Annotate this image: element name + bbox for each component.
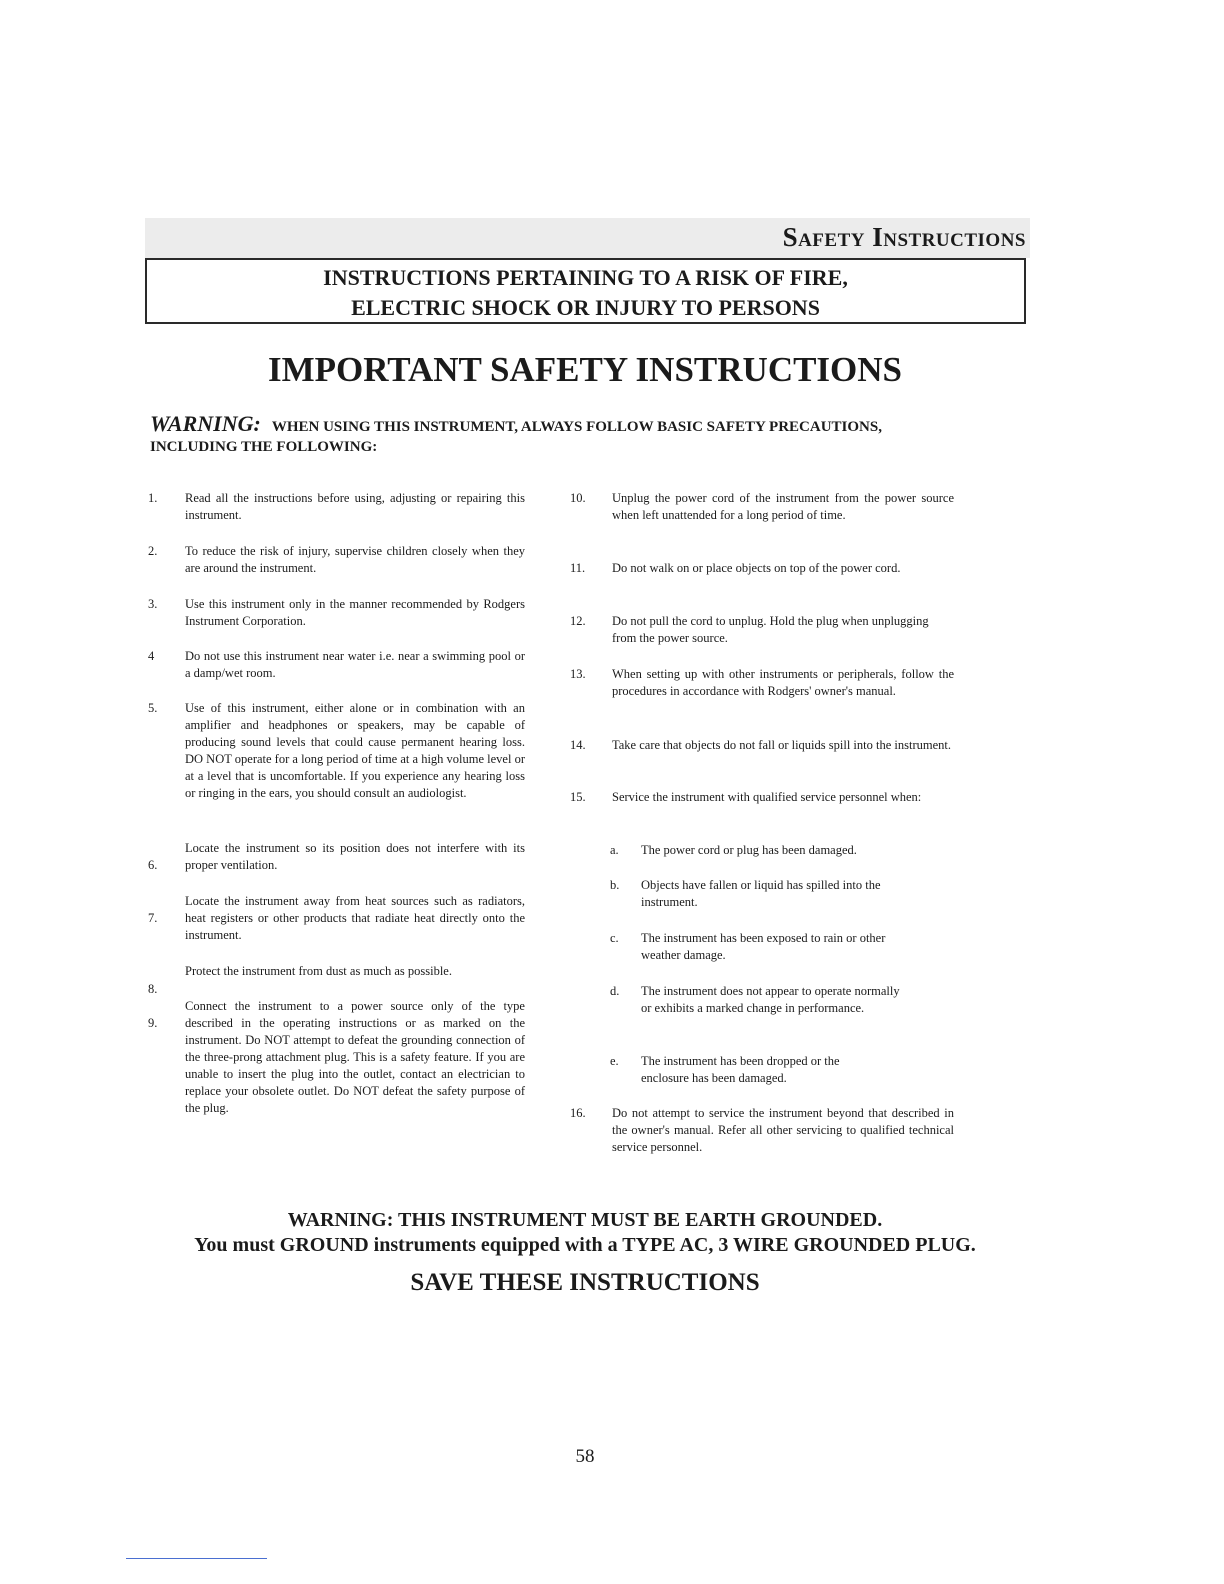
item-text: Locate the instrument away from heat sources such as radiators, heat registers or other products that radiate heat directly onto the instrument. [185,894,525,942]
item-number: 7. [148,911,158,925]
sub-item-letter: d. [610,984,620,998]
sub-item-text: The instrument has been exposed to rain or other weather damage. [641,931,886,962]
item-text: Connect the instrument to a power source only of the type described in the operating instructions or as marked on the instrument. Do NOT attempt to defeat the grounding connection of the three-prong attachment plug. This is a safety feature. If you are unable to insert the plug into the outlet, contact an electrician to replace your obsolete outlet. Do NOT defeat the safety purpose of the plug. [185,999,525,1115]
item-number: 6. [148,858,158,872]
item-number: 3. [148,597,158,611]
item-number: 9. [148,1016,158,1030]
page-number: 58 [575,1446,595,1467]
sub-item-text: The power cord or plug has been damaged. [641,843,857,857]
item-text: Use this instrument only in the manner recommended by Rodgers Instrument Corporation. [185,597,525,628]
item-text: Do not pull the cord to unplug. Hold the plug when unplugging from the power source. [612,614,929,645]
left-column [148,490,528,1150]
ground-instruction: You must GROUND instruments equipped with a TYPE AC, 3 WIRE GROUNDED PLUG. [194,1234,976,1256]
risk-notice-box [145,258,1026,324]
item-text: Locate the instrument so its position does not interfere with its proper ventilation. [185,841,525,872]
sub-item-text: Objects have fallen or liquid has spilled into the instrument. [641,878,881,909]
item-text: Protect the instrument from dust as much as possible. [185,964,452,978]
warning-intro [150,411,1010,457]
page-title: IMPORTANT SAFETY INSTRUCTIONS [267,350,903,389]
item-number: 12. [570,614,586,628]
warning-label: WARNING: [150,411,261,436]
item-text: Unplug the power cord of the instrument from the power source when left unattended for a long period of time. [612,491,954,522]
footnote-rule [126,1558,267,1559]
item-text: Do not use this instrument near water i.e. near a swimming pool or a damp/wet room. [185,649,525,680]
item-number: 10. [570,491,586,505]
item-text: When setting up with other instruments or peripherals, follow the procedures in accordance with Rodgers' owner's manual. [612,667,954,698]
item-text: Take care that objects do not fall or liquids spill into the instrument. [612,738,951,752]
item-text: Do not attempt to service the instrument beyond that described in the owner's manual. Refer all other servicing to qualified technical service personnel. [612,1106,954,1154]
sub-item-text: The instrument does not appear to operate normally or exhibits a marked change in performance. [641,984,900,1015]
risk-notice-line-1: INSTRUCTIONS PERTAINING TO A RISK OF FIRE, [323,265,848,290]
sub-item-letter: b. [610,878,620,892]
item-number: 1. [148,491,158,505]
item-text: To reduce the risk of injury, supervise children closely when they are around the instrument. [185,544,525,575]
item-number: 2. [148,544,158,558]
item-number: 4 [148,649,155,663]
ground-warning: WARNING: THIS INSTRUMENT MUST BE EARTH GROUNDED. [287,1209,883,1231]
item-text: Service the instrument with qualified service personnel when: [612,790,922,804]
warning-text-2: INCLUDING THE FOLLOWING: [150,439,378,455]
risk-notice-line-2: ELECTRIC SHOCK OR INJURY TO PERSONS [351,295,820,320]
item-text: Use of this instrument, either alone or in combination with an amplifier and headphones or speakers, may be capable of producing sound levels that could cause permanent hearing loss. DO NOT operate for a long period of time at a high volume level or at a level that is uncomfortable. If you experience any hearing loss or ringing in the ears, you should consult an audiologist. [185,701,525,800]
item-number: 11. [570,561,586,575]
sub-item-letter: e. [610,1054,619,1068]
item-number: 13. [570,667,586,681]
item-number: 16. [570,1106,586,1120]
sub-item-letter: a. [610,843,619,857]
save-instructions-heading: SAVE THESE INSTRUCTIONS [410,1269,760,1296]
item-text: Read all the instructions before using, adjusting or repairing this instrument. [185,491,525,522]
item-number: 14. [570,738,586,752]
sub-item-text: The instrument has been dropped or the enclosure has been damaged. [641,1054,840,1085]
item-number: 8. [148,982,158,996]
item-text: Do not walk on or place objects on top of the power cord. [612,561,901,575]
item-number: 15. [570,790,586,804]
warning-text-1: WHEN USING THIS INSTRUMENT, ALWAYS FOLLOW BASIC SAFETY PRECAUTIONS, [271,419,882,435]
sub-item-letter: c. [610,931,619,945]
item-number: 5. [148,701,158,715]
section-title: Safety Instructions [782,222,1026,252]
right-column [570,490,960,1160]
